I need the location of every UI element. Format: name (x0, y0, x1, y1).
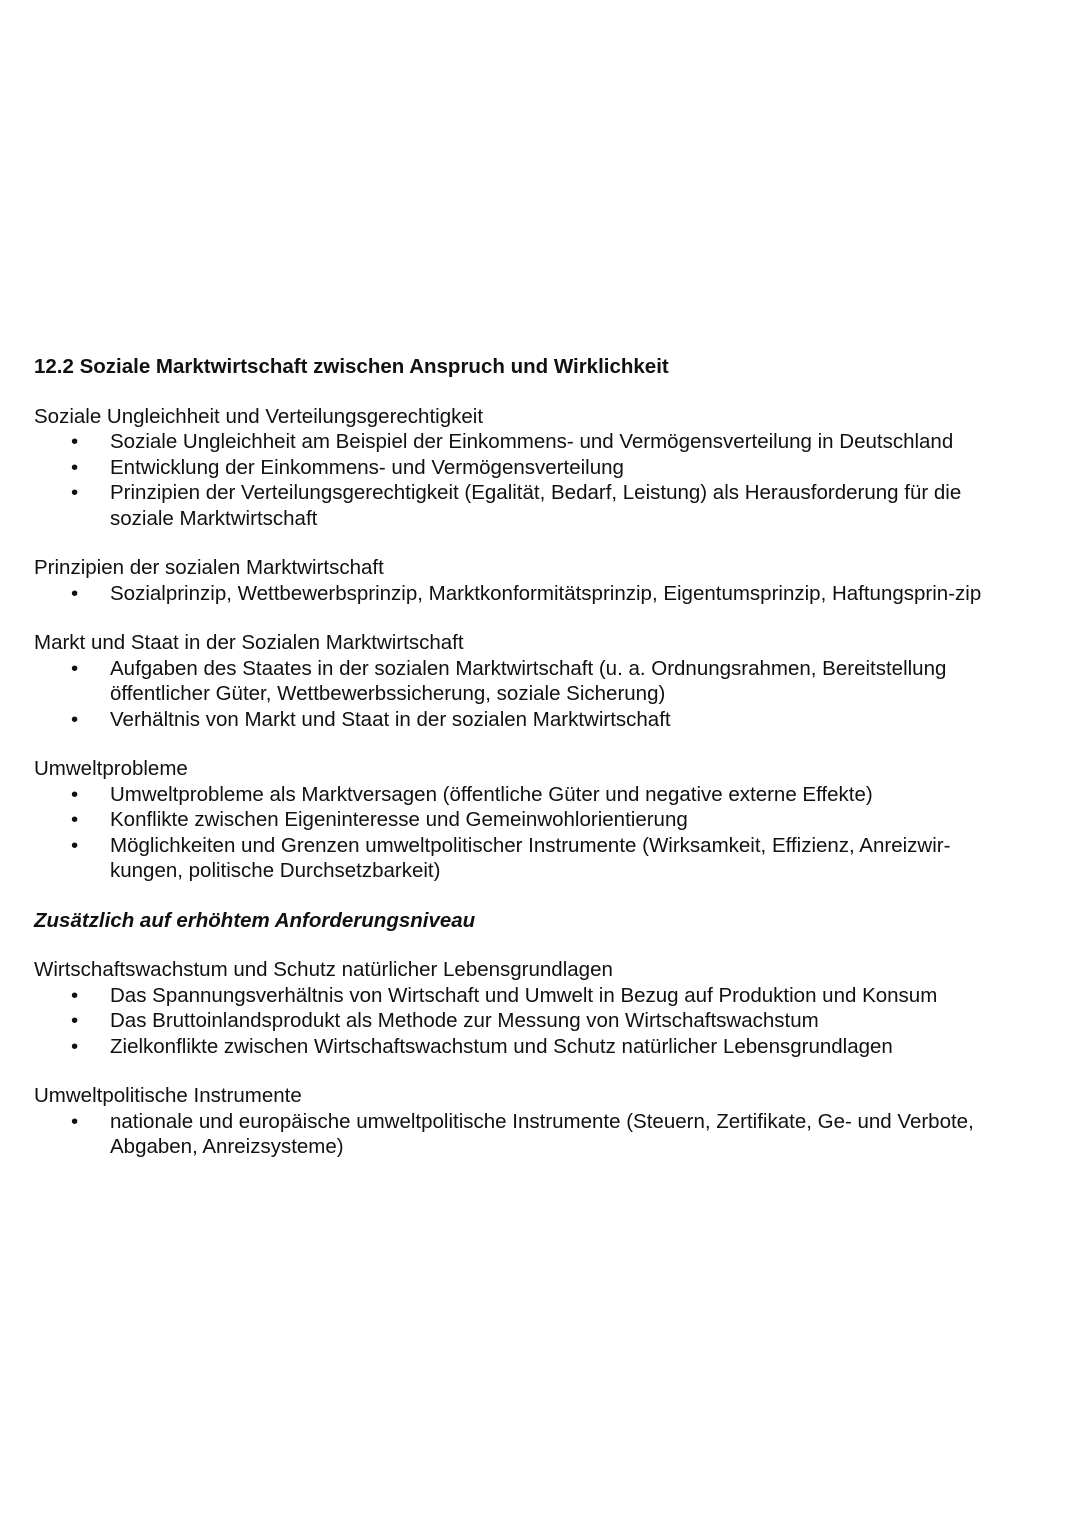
bullet-list (34, 656, 1014, 733)
bullet-icon: • (71, 833, 79, 857)
section-heading: Umweltprobleme (34, 757, 188, 780)
list-item (34, 480, 1014, 531)
list-item (34, 656, 1014, 707)
bullet-icon: • (71, 455, 79, 479)
list-item (34, 983, 1014, 1009)
list-item (34, 807, 1014, 833)
section-wirtschaftswachstum (34, 957, 1014, 1059)
list-item-text: Entwicklung der Einkommens- und Vermögensverteilung (110, 455, 624, 479)
list-item (34, 833, 1014, 884)
list-item-text: Möglichkeiten und Grenzen umweltpolitischer Instrumente (Wirksamkeit, Effizienz, Anreizwir-kungen, politische Durchsetzbarkeit) (110, 833, 951, 882)
list-item-text: Aufgaben des Staates in der sozialen Marktwirtschaft (u. a. Ordnungsrahmen, Bereitstellung öffentlicher Güter, Wettbewerbssicherung, soziale Sicherung) (110, 656, 947, 705)
bullet-list (34, 983, 1014, 1060)
advanced-level-heading: Zusätzlich auf erhöhtem Anforderungsniveau (34, 908, 476, 932)
list-item (34, 782, 1014, 808)
bullet-list (34, 1109, 1014, 1160)
bullet-icon: • (71, 983, 79, 1007)
list-item-text: Umweltprobleme als Marktversagen (öffentliche Güter und negative externe Effekte) (110, 782, 873, 806)
section-prinzipien (34, 555, 1014, 606)
bullet-list (34, 429, 1014, 531)
bullet-icon: • (71, 581, 79, 605)
section-umweltpolitische-instrumente (34, 1083, 1014, 1160)
bullet-list (34, 782, 1014, 884)
list-item (34, 429, 1014, 455)
list-item-text: Das Spannungsverhältnis von Wirtschaft und Umwelt in Bezug auf Produktion und Konsum (110, 983, 938, 1007)
section-heading: Prinzipien der sozialen Marktwirtschaft (34, 556, 384, 579)
list-item-text: Das Bruttoinlandsprodukt als Methode zur Messung von Wirtschaftswachstum (110, 1009, 819, 1032)
bullet-list (34, 581, 1014, 607)
list-item (34, 581, 1014, 607)
list-item-text: Prinzipien der Verteilungsgerechtigkeit (Egalität, Bedarf, Leistung) als Herausforderung für die soziale Marktwirtschaft (110, 481, 962, 530)
bullet-icon: • (71, 430, 79, 453)
list-item (34, 707, 1014, 733)
list-item-text: Verhältnis von Markt und Staat in der sozialen Marktwirtschaft (110, 707, 671, 731)
bullet-icon: • (71, 1034, 79, 1058)
page-title: 12.2 Soziale Marktwirtschaft zwischen Anspruch und Wirklichkeit (34, 355, 669, 378)
section-heading: Wirtschaftswachstum und Schutz natürlicher Lebensgrundlagen (34, 958, 613, 981)
section-heading: Soziale Ungleichheit und Verteilungsgerechtigkeit (34, 404, 484, 428)
section-markt-und-staat (34, 630, 1014, 732)
list-item (34, 455, 1014, 481)
bullet-icon: • (71, 656, 79, 680)
bullet-icon: • (71, 1009, 79, 1032)
document-content (34, 354, 1014, 1184)
list-item-text: Zielkonflikte zwischen Wirtschaftswachstum und Schutz natürlicher Lebensgrundlagen (110, 1034, 893, 1058)
bullet-icon: • (71, 782, 79, 806)
list-item-text: Soziale Ungleichheit am Beispiel der Einkommens- und Vermögensverteilung in Deutschland (110, 430, 954, 453)
section-heading: Markt und Staat in der Sozialen Marktwirtschaft (34, 631, 464, 654)
list-item-text: nationale und europäische umweltpolitische Instrumente (Steuern, Zertifikate, Ge- und Verbote, Abgaben, Anreizsysteme) (110, 1109, 974, 1158)
list-item-text: Konflikte zwischen Eigeninteresse und Gemeinwohlorientierung (110, 808, 688, 831)
list-item-text: Sozialprinzip, Wettbewerbsprinzip, Marktkonformitätsprinzip, Eigentumsprinzip, Haftungsprin-zip (110, 581, 982, 605)
section-umweltprobleme (34, 756, 1014, 884)
list-item (34, 1109, 1014, 1160)
bullet-icon: • (71, 707, 79, 731)
section-heading: Umweltpolitische Instrumente (34, 1084, 302, 1107)
list-item (34, 1034, 1014, 1060)
list-item (34, 1008, 1014, 1034)
bullet-icon: • (71, 1109, 79, 1133)
bullet-icon: • (71, 481, 79, 504)
section-soziale-ungleichheit (34, 404, 1014, 532)
bullet-icon: • (71, 808, 79, 831)
